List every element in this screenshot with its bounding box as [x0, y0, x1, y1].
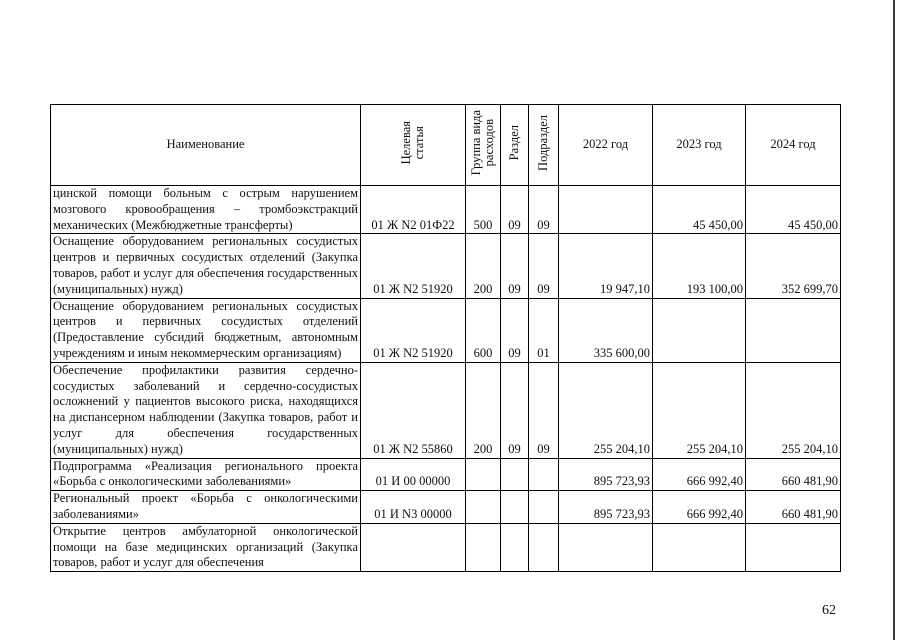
row-section: 09: [501, 362, 529, 458]
row-2022: 255 204,10: [559, 362, 653, 458]
page-edge-line: [893, 0, 895, 640]
row-group: [466, 491, 501, 524]
row-subsection: [529, 458, 559, 491]
table-row: [51, 491, 841, 524]
row-target: 01 Ж N2 55860: [361, 362, 466, 458]
row-name: Оснащение оборудованием региональных сосудистых центров и первичных сосудистых отделений (Закупка товаров, работ и услуг для обеспечения государственных (муниципальных) нужд): [51, 234, 361, 298]
header-2023: 2023 год: [653, 105, 746, 186]
table-row: [51, 458, 841, 491]
row-subsection: 09: [529, 186, 559, 234]
row-2024: [746, 523, 841, 571]
row-2022: [559, 186, 653, 234]
row-group: 600: [466, 298, 501, 362]
row-group: 500: [466, 186, 501, 234]
budget-table: [50, 104, 841, 572]
header-target: [361, 105, 466, 186]
row-section: 09: [501, 234, 529, 298]
header-2022: 2022 год: [559, 105, 653, 186]
row-2022: 895 723,93: [559, 458, 653, 491]
table-row: [51, 362, 841, 458]
row-subsection: 01: [529, 298, 559, 362]
row-section: [501, 491, 529, 524]
row-2022: 19 947,10: [559, 234, 653, 298]
header-group: [466, 105, 501, 186]
row-subsection: [529, 491, 559, 524]
row-2024: 660 481,90: [746, 491, 841, 524]
row-2024: 45 450,00: [746, 186, 841, 234]
row-section: [501, 458, 529, 491]
row-section: [501, 523, 529, 571]
header-2024: 2024 год: [746, 105, 841, 186]
row-name: Оснащение оборудованием региональных сосудистых центров и первичных сосудистых отделений (Предоставление субсидий бюджетным, автономным учреждениям и иным некоммерческим организациям): [51, 298, 361, 362]
row-2024: 660 481,90: [746, 458, 841, 491]
row-2023: 45 450,00: [653, 186, 746, 234]
header-section: [501, 105, 529, 186]
row-2023: 666 992,40: [653, 491, 746, 524]
row-2024: [746, 298, 841, 362]
row-2024: 352 699,70: [746, 234, 841, 298]
row-2024: 255 204,10: [746, 362, 841, 458]
row-name: цинской помощи больным с острым нарушением мозгового кровообращения – тромбоэкстракций механических (Межбюджетные трансферты): [51, 186, 361, 234]
page-number: 62: [822, 603, 836, 618]
row-2023: 193 100,00: [653, 234, 746, 298]
header-group-text: Группа вида расходов: [469, 109, 496, 176]
row-subsection: 09: [529, 234, 559, 298]
row-group: [466, 523, 501, 571]
row-target: 01 И 00 00000: [361, 458, 466, 491]
table-row: [51, 523, 841, 571]
row-subsection: 09: [529, 362, 559, 458]
row-2022: 335 600,00: [559, 298, 653, 362]
header-subsection-text: Подраздел: [536, 114, 550, 171]
row-2023: 666 992,40: [653, 458, 746, 491]
row-section: 09: [501, 186, 529, 234]
row-name: Обеспечение профилактики развития сердечно-сосудистых заболеваний и сердечно-сосудистых осложнений у пациентов высокого риска, находящихся на диспансерном наблюдении (Закупка товаров, работ и услуг для обеспечения государственных (муниципальных) нужд): [51, 362, 361, 458]
row-name: Открытие центров амбулаторной онкологической помощи на базе медицинских организаций (Закупка товаров, работ и услуг для обеспечения: [51, 523, 361, 571]
row-target: [361, 523, 466, 571]
row-2023: 255 204,10: [653, 362, 746, 458]
header-name: Наименование: [51, 105, 361, 186]
row-2022: 895 723,93: [559, 491, 653, 524]
row-target: 01 Ж N2 01Ф22: [361, 186, 466, 234]
table-row: [51, 234, 841, 298]
row-section: 09: [501, 298, 529, 362]
row-2023: [653, 523, 746, 571]
header-subsection: [529, 105, 559, 186]
row-name: Подпрограмма «Реализация регионального проекта «Борьба с онкологическими заболеваниями»: [51, 458, 361, 491]
row-subsection: [529, 523, 559, 571]
header-row: [51, 105, 841, 186]
table-row: [51, 186, 841, 234]
header-section-text: Раздел: [507, 124, 521, 161]
row-group: [466, 458, 501, 491]
row-group: 200: [466, 362, 501, 458]
header-target-text: Целевая статья: [399, 120, 426, 165]
row-name: Региональный проект «Борьба с онкологическими заболеваниями»: [51, 491, 361, 524]
row-2022: [559, 523, 653, 571]
table-row: [51, 298, 841, 362]
row-target: 01 И N3 00000: [361, 491, 466, 524]
row-target: 01 Ж N2 51920: [361, 234, 466, 298]
row-2023: [653, 298, 746, 362]
row-target: 01 Ж N2 51920: [361, 298, 466, 362]
row-group: 200: [466, 234, 501, 298]
page-bottom-margin: [0, 594, 893, 640]
